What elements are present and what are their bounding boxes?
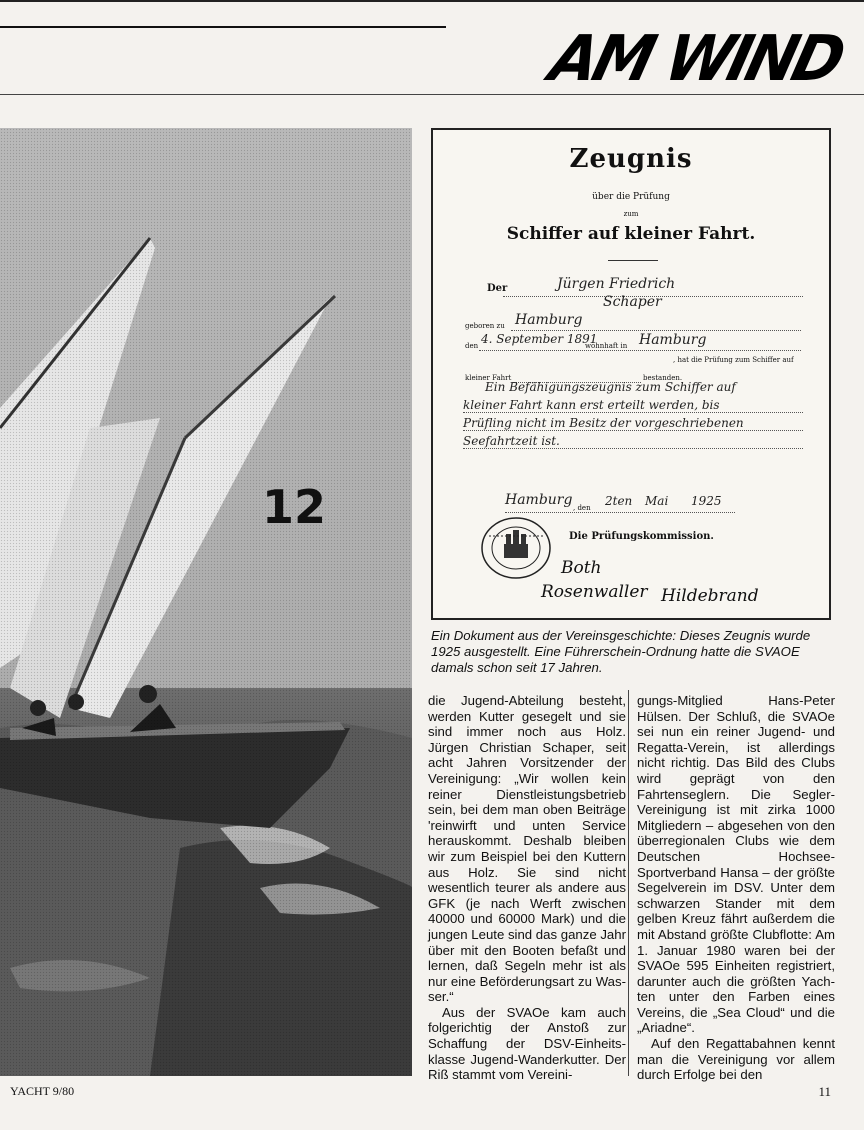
photo-caption: Ein Dokument aus der Vereinsgeschichte: Dieses Zeugnis wurde 1925 ausgestellt. Eine Führerschein-Ordnung hatte die SVAOE damals schon seit 17 Jahren. [431,628,811,675]
article-paragraph: die Jugend-Abteilung besteht, werden Kutter gesegelt und sie sind immer noch aus Holz. Jürgen Christian Schaper, seit acht Jahren Vorsitzender der Vereinigung: „Wir wollen kein reiner Dienstleistungsbetrieb sein, bei dem man oben Beiträge 'reinwirft und unten Service herauskommt. Deshalb bleiben wir zum Beispiel bei den Kuttern aus Holz. Sie sind nicht wesentlich teurer als andere aus GFK (je nach Werft zwischen 40000 und 60000 Mark) und die jungen Leute sind das ganze Jahr über mit den Booten befaßt und lernen, daß Segeln mehr ist als nur eine Beförderungsart zu Wasser.“ [428,693,626,1005]
certificate-subtitle: über die Prüfung [592,192,670,202]
top-rule [0,0,864,2]
issue-day: 2ten [605,494,633,508]
sailing-boat-illustration [0,128,412,1076]
article-column-2 [637,693,835,1083]
remark-line-1: Ein Befähigungszeugnis zum Schiffer auf [485,380,736,394]
signature-1: Both [561,558,602,578]
certificate-name-line2: Schaper [603,294,662,310]
article-paragraph: gungs-Mitglied Hans-Peter Hülsen. Der Schluß, die SVAOe sei nun ein reiner Jugend- und Regatta-Verein, ist allerdings nicht richtig. Das Bild des Clubs wird geprägt von den Fahrtenseglern. Die Segler-Vereinigung ist mit zirka 1000 Mitgliedern – abgesehen von den überregionalen Clubs wie dem Deutschen Hochsee-Sportverband Hansa – der größte Segelverein im DSV. Unter dem schwarzen Stander mit dem gelben Kreuz fährt außerdem die mit Abstand größte Clubflotte: Am 1. Januar 1980 waren bei der SVAOe 595 Einheiten registriert, darunter auch die größten Yachten unter den Farben eines Vereins, die „Sea Cloud“ und die „Ariadne“. [637,693,835,1036]
remark-rule-3 [463,448,803,449]
page-number: 11 [818,1084,831,1099]
article-paragraph: Aus der SVAOe kam auch folgerichtig der Anstoß zur Schaffung der DSV-Einheitsklasse Jugend-Wanderkutter. Der Riß stammt vom Vereini- [428,1004,626,1083]
remark-line-4: Seefahrtzeit ist. [463,434,560,448]
certificate-subtitle-small: zum [623,210,639,218]
label-den: den [465,342,479,350]
article-column-1 [428,693,626,1083]
title-divider [608,260,658,261]
sailing-photo [0,128,412,1076]
label-passed: bestanden. [643,374,683,382]
label-resident: wohnhaft in [585,342,628,350]
certificate-born-date: 4. September 1891 [481,332,598,346]
commission-label: Die Prüfungskommission. [569,531,714,542]
issue-month: Mai [645,494,669,508]
issue-place: Hamburg [505,492,573,508]
official-seal-icon [479,516,553,580]
issue-year: 1925 [691,494,722,508]
certificate-resident-place: Hamburg [639,332,707,348]
label-exam: , hat die Prüfung zum Schiffer auf [673,356,794,364]
issue-line [505,512,735,513]
header-rule [0,26,446,28]
certificate-image [431,128,831,620]
remark-rule-1 [463,412,803,413]
article-paragraph: Auf den Regattabahnen kennt man die Vereinigung vor allem durch Erfolge bei den [637,1036,835,1083]
label-den2: , den [573,504,591,512]
label-der: Der [487,283,508,294]
section-title: AM WIND [543,22,850,96]
date-line [479,350,801,351]
column-divider [628,690,629,1076]
remark-line-2: kleiner Fahrt kann erst erteilt werden, bis [463,398,720,412]
signature-2: Rosenwaller [541,582,648,602]
label-born: geboren zu [465,322,505,330]
footer-issue: YACHT 9/80 [10,1084,75,1098]
remark-rule-2 [463,430,803,431]
remark-line-3: Prüfling nicht im Besitz der vorgeschriebenen [463,416,744,430]
certificate-name-line1: Jürgen Friedrich [557,276,676,292]
label-kleiner: kleiner Fahrt [465,374,512,382]
born-line [511,330,801,331]
signature-3: Hildebrand [661,586,759,606]
certificate-title: Zeugnis [569,144,693,174]
certificate-born-place: Hamburg [515,312,583,328]
certificate-subtitle-main: Schiffer auf kleiner Fahrt. [506,224,756,244]
